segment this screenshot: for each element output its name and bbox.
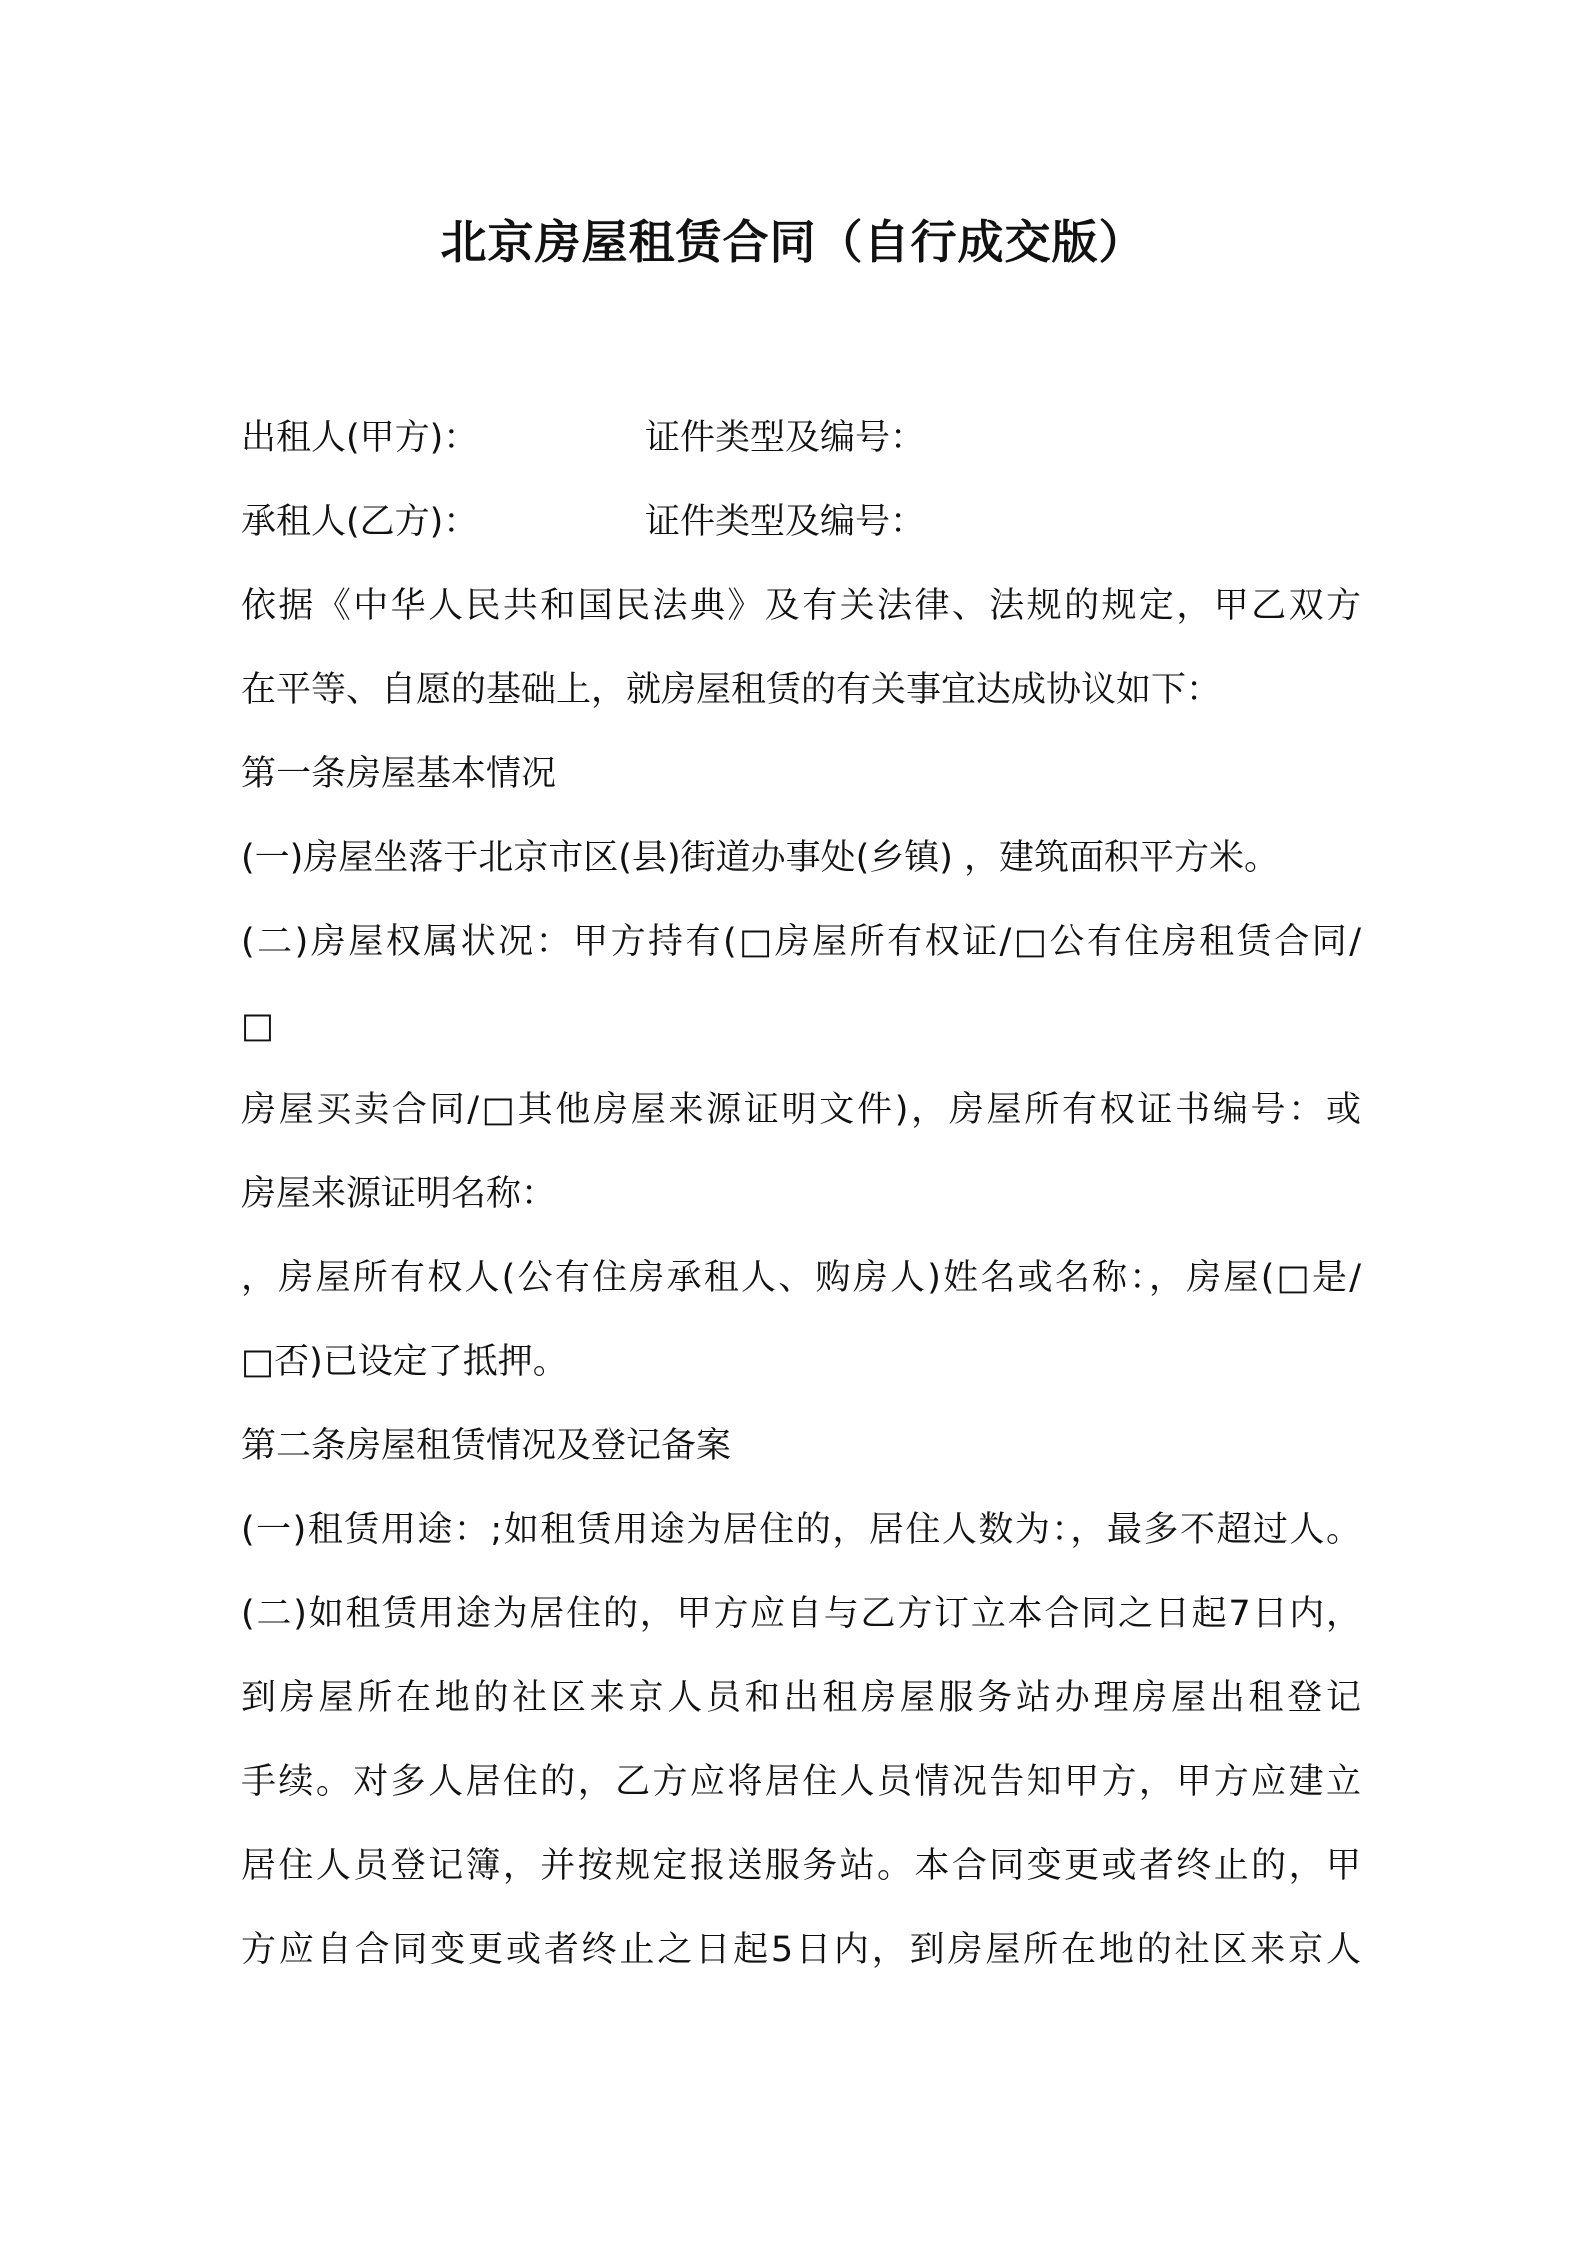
paragraph-line: 房屋来源证明名称： — [241, 1174, 557, 1214]
paragraph-line: ，房屋所有权人(公有住房承租人、购房人)姓名或名称：，房屋(□是/ — [241, 1258, 1361, 1298]
paragraph-line: (一)租赁用途：;如租赁用途为居住的，居住人数为：，最多不超过人。 — [241, 1510, 1361, 1550]
paragraph-line: 到房屋所在地的社区来京人员和出租房屋服务站办理房屋出租登记 — [241, 1678, 1361, 1718]
paragraph-line: □否)已设定了抵押。 — [241, 1342, 568, 1382]
lessor-id-label: 证件类型及编号： — [645, 418, 926, 458]
paragraph-line: 方应自合同变更或者终止之日起5日内，到房屋所在地的社区来京人 — [241, 1930, 1361, 1970]
section-heading: 第二条房屋租赁情况及登记备案 — [241, 1426, 732, 1466]
paragraph-line: (二)房屋权属状况：甲方持有(□房屋所有权证/□公有住房租赁合同/ — [241, 922, 1361, 962]
lessee-id-label: 证件类型及编号： — [645, 502, 926, 542]
paragraph-line: 房屋买卖合同/□其他房屋来源证明文件)，房屋所有权证书编号：或 — [241, 1090, 1361, 1130]
section-heading: 第一条房屋基本情况 — [241, 754, 557, 794]
lessee-label: 承租人(乙方)： — [241, 502, 479, 542]
lessor-label: 出租人(甲方)： — [241, 418, 479, 458]
document-title: 北京房屋租赁合同（自行成交版） — [440, 215, 1146, 269]
paragraph-line: 在平等、自愿的基础上，就房屋租赁的有关事宜达成协议如下： — [241, 670, 1222, 710]
checkbox-line: □ — [241, 1006, 275, 1046]
paragraph-line: (一)房屋坐落于北京市区(县)街道办事处(乡镇) ，建筑面积平方米。 — [241, 838, 1280, 878]
paragraph-line: (二)如租赁用途为居住的，甲方应自与乙方订立本合同之日起7日内， — [241, 1594, 1361, 1634]
paragraph-line: 居住人员登记簿，并按规定报送服务站。本合同变更或者终止的，甲 — [241, 1846, 1361, 1886]
paragraph-line: 手续。对多人居住的，乙方应将居住人员情况告知甲方，甲方应建立 — [241, 1762, 1361, 1802]
paragraph-line: 依据《中华人民共和国民法典》及有关法律、法规的规定，甲乙双方 — [241, 586, 1361, 626]
